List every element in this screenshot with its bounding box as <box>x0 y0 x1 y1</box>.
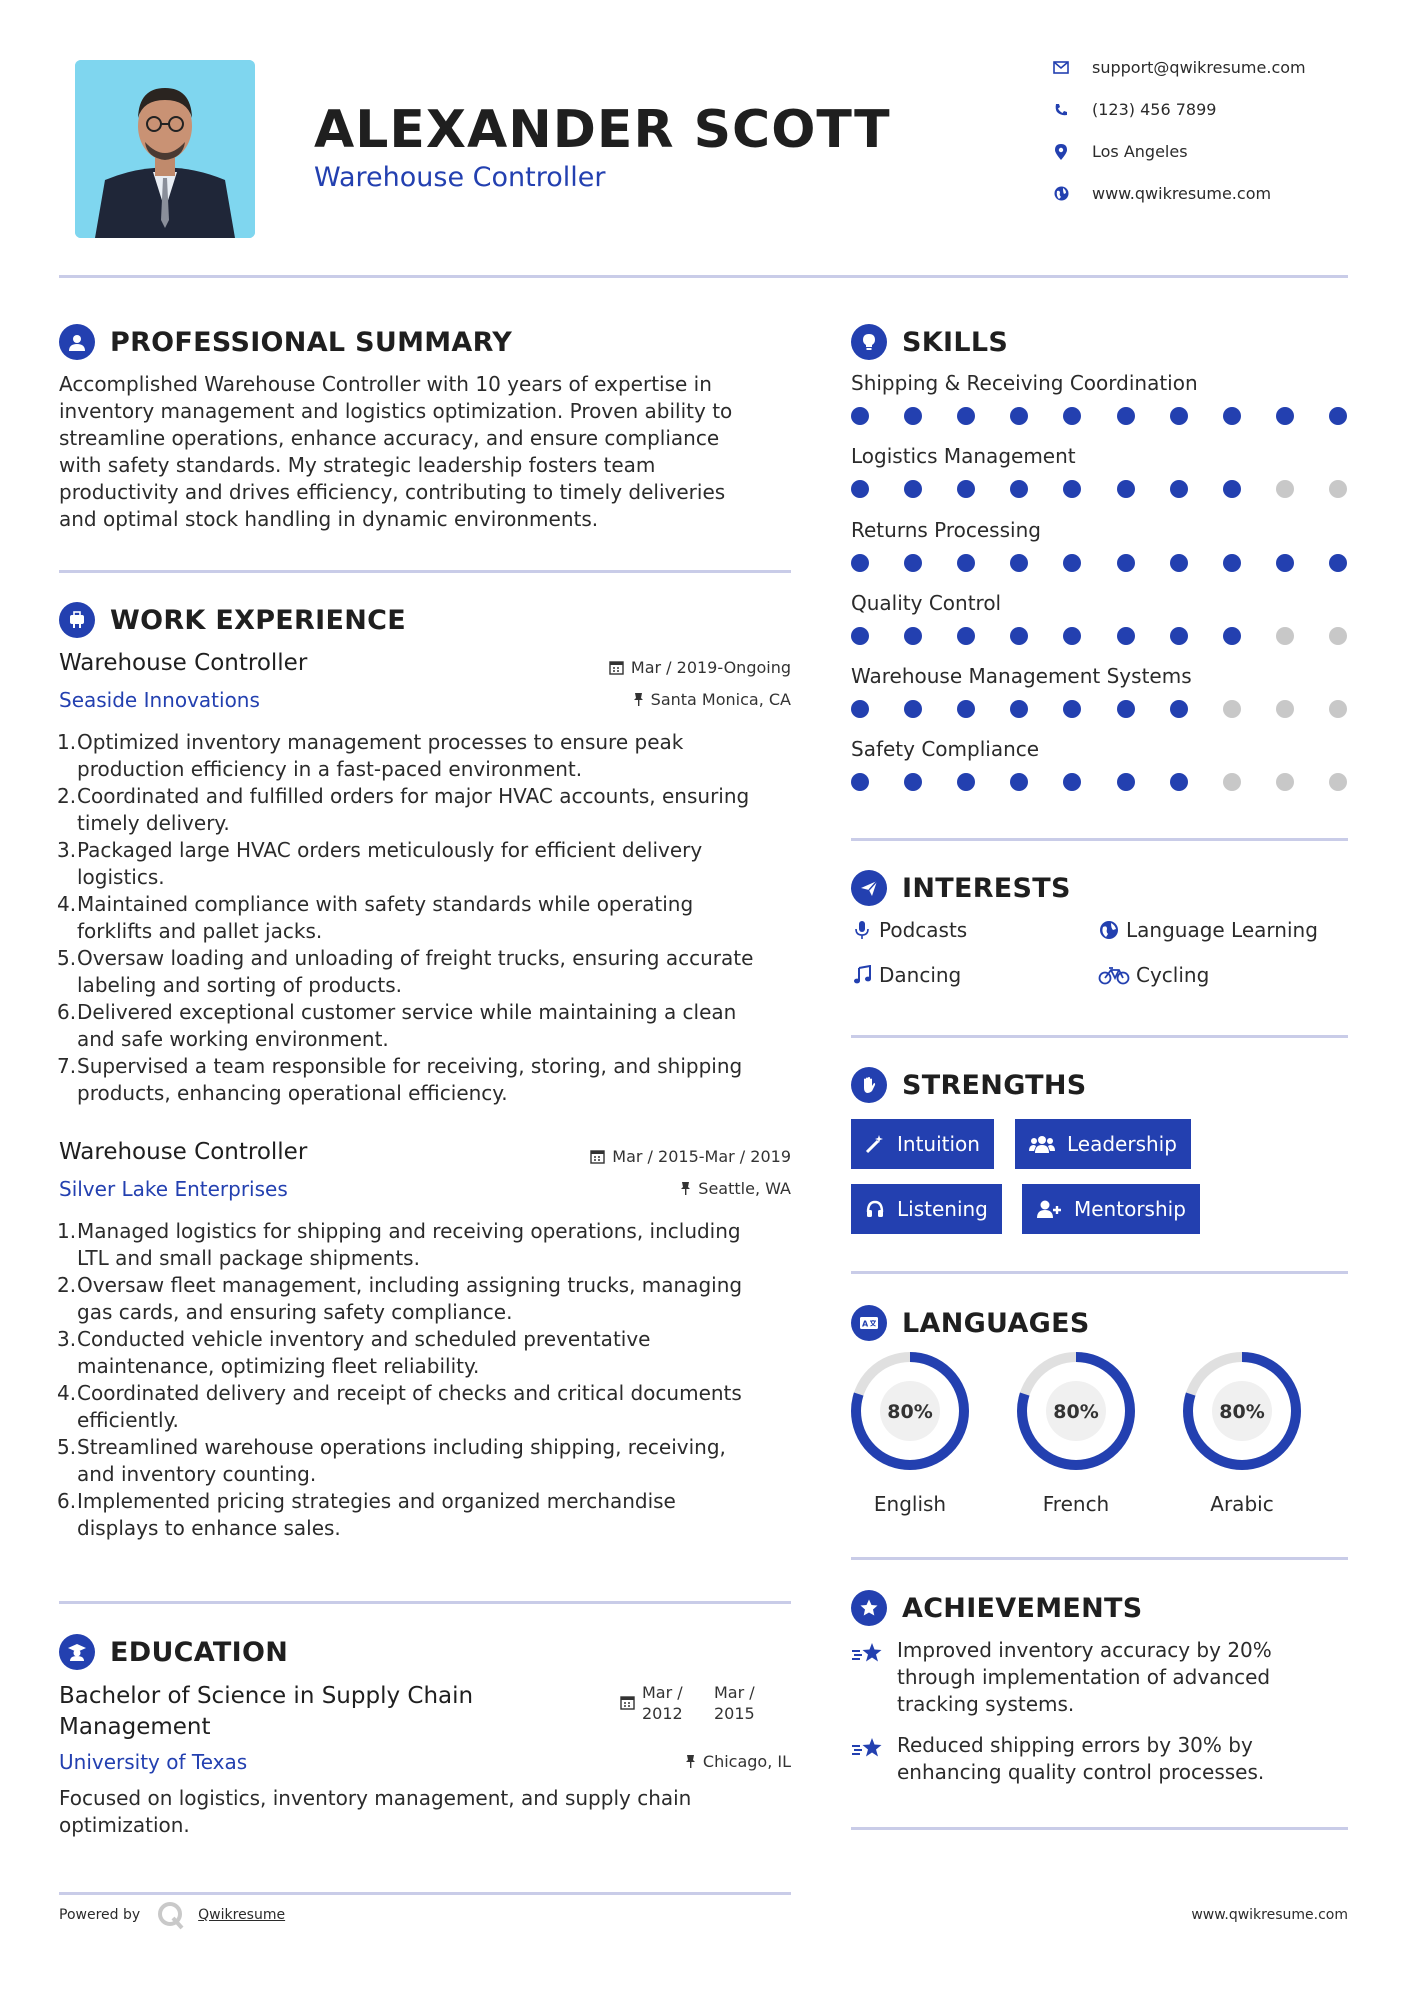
profile-photo <box>75 60 255 238</box>
rating-dot-filled <box>851 480 869 498</box>
skills-title: SKILLS <box>902 326 1009 358</box>
school-name: University of Texas <box>59 1750 248 1774</box>
achievements-heading <box>851 1590 1143 1626</box>
contact-phone[interactable] <box>1052 100 1352 119</box>
rating-dot-filled <box>1276 407 1294 425</box>
language-percent: 80% <box>887 1401 933 1423</box>
paper-plane-icon <box>851 870 887 906</box>
achievement-text: Improved inventory accuracy by 20% through implementation of advanced tracking systems. <box>897 1638 1272 1716</box>
languages-divider <box>851 1557 1348 1560</box>
contact-location <box>1052 142 1352 161</box>
skill-item <box>851 664 1351 737</box>
rating-dot-filled <box>1117 773 1135 791</box>
skill-rating <box>851 554 1347 572</box>
footer-website[interactable]: www.qwikresume.com <box>1191 1907 1348 1923</box>
rating-dot-filled <box>1010 554 1028 572</box>
achievement-item <box>851 1732 1351 1786</box>
bicycle-icon <box>1098 965 1130 985</box>
rating-dot-filled <box>1170 627 1188 645</box>
interests-heading <box>851 870 1071 906</box>
rating-dot-filled <box>1170 700 1188 718</box>
list-item: 6. Implemented pricing strategies and organized merchandise displays to enhance sales. <box>57 1489 676 1540</box>
skill-name: Safety Compliance <box>851 737 1040 762</box>
skills-list <box>851 371 1351 811</box>
languages-list <box>849 1350 1303 1516</box>
job-date <box>500 658 791 677</box>
pushpin-icon <box>633 692 644 707</box>
experience-divider <box>59 1601 791 1604</box>
rating-dot-empty <box>1329 627 1347 645</box>
strengths-divider <box>851 1271 1348 1274</box>
achievements-divider <box>851 1827 1348 1830</box>
job-date-text: Mar / 2019-Ongoing <box>630 658 791 677</box>
rating-dot-filled <box>1063 554 1081 572</box>
rating-dot-empty <box>1276 627 1294 645</box>
job-location <box>500 690 791 709</box>
rating-dot-filled <box>957 407 975 425</box>
contact-phone-text: (123) 456 7899 <box>1092 100 1217 119</box>
contact-website[interactable] <box>1052 184 1352 203</box>
skill-item <box>851 737 1351 810</box>
strength-label: Intuition <box>897 1132 980 1156</box>
language-name: French <box>1042 1492 1110 1516</box>
list-item: 5. Streamlined warehouse operations including shipping, receiving, and inventory counting. <box>57 1435 726 1486</box>
summary-line: inventory management and logistics optimization. Proven ability to <box>59 399 733 423</box>
job-location <box>500 1179 791 1198</box>
skills-heading <box>851 324 1008 360</box>
skill-item <box>851 371 1351 444</box>
education-description: Focused on logistics, inventory management, and supply chain optimization. <box>59 1786 692 1837</box>
rating-dot-filled <box>957 554 975 572</box>
header-divider <box>59 275 1348 278</box>
rating-dot-filled <box>851 773 869 791</box>
graduate-icon <box>59 1634 95 1670</box>
list-item: 1. Optimized inventory management processes to ensure peak production efficiency in a fast-paced environment. <box>57 730 684 781</box>
strength-label: Mentorship <box>1074 1197 1186 1221</box>
rating-dot-filled <box>904 407 922 425</box>
rating-dot-filled <box>1010 627 1028 645</box>
interests-title: INTERESTS <box>902 872 1071 904</box>
language-percent: 80% <box>1219 1401 1265 1423</box>
job-duties <box>57 1218 797 1542</box>
skill-name: Returns Processing <box>851 517 1041 542</box>
job-location-text: Seattle, WA <box>698 1179 791 1198</box>
list-item: 5. Oversaw loading and unloading of freight trucks, ensuring accurate labeling and sorting of products. <box>57 946 754 997</box>
contact-email-text: support@qwikresume.com <box>1092 58 1306 77</box>
rating-dot-filled <box>957 773 975 791</box>
rating-dot-filled <box>1063 773 1081 791</box>
rating-dot-filled <box>1223 554 1241 572</box>
contact-website-text: www.qwikresume.com <box>1092 184 1272 203</box>
skill-name: Quality Control <box>851 590 1002 615</box>
skill-name: Shipping & Receiving Coordination <box>851 371 1198 395</box>
rating-dot-filled <box>1276 554 1294 572</box>
languages-heading <box>851 1305 1090 1341</box>
rating-dot-filled <box>1117 554 1135 572</box>
rating-dot-filled <box>1170 773 1188 791</box>
language-gauge <box>849 1350 971 1472</box>
rating-dot-filled <box>1010 700 1028 718</box>
globe-icon <box>1052 185 1070 203</box>
list-item: 2. Oversaw fleet management, including assigning trucks, managing gas cards, and ensuring safety compliance. <box>57 1273 743 1324</box>
skill-item <box>851 518 1351 591</box>
rating-dot-filled <box>1329 407 1347 425</box>
experience-heading <box>59 602 406 638</box>
summary-divider <box>59 570 791 573</box>
pushpin-icon <box>680 1181 691 1196</box>
strengths-heading <box>851 1067 1087 1103</box>
skill-name: Warehouse Management Systems <box>851 664 1192 689</box>
rating-dot-filled <box>1010 480 1028 498</box>
list-item: 4. Maintained compliance with safety standards while operating forklifts and pallet jacks. <box>57 892 694 943</box>
qwikresume-link[interactable]: Qwikresume <box>198 1907 286 1923</box>
degree-title: Bachelor of Science in Supply Chain Management <box>59 1683 474 1740</box>
rating-dot-filled <box>851 700 869 718</box>
interests-divider <box>851 1035 1348 1038</box>
contact-email[interactable] <box>1052 58 1352 77</box>
rating-dot-filled <box>957 700 975 718</box>
rating-dot-empty <box>1329 773 1347 791</box>
candidate-name: ALEXANDER SCOTT <box>314 100 891 160</box>
strengths-title: STRENGTHS <box>902 1069 1087 1101</box>
language-card-icon <box>851 1305 887 1341</box>
language-gauge <box>1015 1350 1137 1472</box>
rating-dot-filled <box>1170 554 1188 572</box>
summary-heading <box>59 324 512 360</box>
language-percent: 80% <box>1053 1401 1099 1423</box>
summary-line: with safety standards. My strategic leadership fosters team <box>59 453 656 477</box>
job-duties <box>57 729 797 1107</box>
interest-label: Dancing <box>879 963 962 987</box>
language-item <box>849 1350 971 1516</box>
skills-divider <box>851 838 1348 841</box>
achievement-item <box>851 1637 1351 1718</box>
list-item: 1. Managed logistics for shipping and receiving operations, including LTL and small package shipments. <box>57 1219 741 1270</box>
rating-dot-empty <box>1276 480 1294 498</box>
job-location-text: Santa Monica, CA <box>650 690 791 709</box>
user-plus-icon <box>1036 1199 1062 1219</box>
education-heading <box>59 1634 288 1670</box>
skill-rating <box>851 700 1347 718</box>
rating-dot-filled <box>904 480 922 498</box>
job-company: Silver Lake Enterprises <box>59 1177 288 1201</box>
rating-dot-filled <box>1223 480 1241 498</box>
achievement-text: Reduced shipping errors by 30% by enhancing quality control processes. <box>897 1733 1265 1784</box>
languages-title: LANGUAGES <box>902 1307 1090 1339</box>
music-note-icon <box>851 965 873 985</box>
candidate-role: Warehouse Controller <box>314 162 606 193</box>
skill-rating <box>851 773 1347 791</box>
job-title: Warehouse Controller <box>59 650 308 676</box>
star-badge-icon <box>851 1590 887 1626</box>
interest-label: Language Learning <box>1126 918 1318 942</box>
strength-chip <box>851 1184 1002 1234</box>
job-date-text: Mar / 2015-Mar / 2019 <box>612 1147 791 1166</box>
language-item <box>1015 1350 1137 1516</box>
strength-label: Listening <box>897 1197 988 1221</box>
rating-dot-filled <box>1117 627 1135 645</box>
rating-dot-filled <box>851 627 869 645</box>
strength-chip <box>1015 1119 1191 1169</box>
rating-dot-filled <box>1063 480 1081 498</box>
language-name: English <box>873 1492 947 1516</box>
rating-dot-filled <box>1063 627 1081 645</box>
rating-dot-empty <box>1329 700 1347 718</box>
language-name: Arabic <box>1210 1492 1274 1516</box>
rating-dot-filled <box>1223 407 1241 425</box>
rating-dot-filled <box>851 554 869 572</box>
rating-dot-filled <box>904 627 922 645</box>
summary-line: and optimal stock handling in dynamic environments. <box>59 507 599 531</box>
rating-dot-filled <box>1170 480 1188 498</box>
powered-by-label: Powered by <box>59 1907 141 1923</box>
powered-by <box>59 1900 285 1930</box>
summary-text <box>59 371 799 533</box>
rating-dot-filled <box>1223 627 1241 645</box>
skill-rating <box>851 627 1347 645</box>
achievements-title: ACHIEVEMENTS <box>902 1592 1143 1624</box>
globe-icon <box>1098 920 1120 940</box>
list-item: 3. Packaged large HVAC orders meticulously for efficient delivery logistics. <box>57 838 703 889</box>
experience-title: WORK EXPERIENCE <box>110 604 406 636</box>
summary-title: PROFESSIONAL SUMMARY <box>110 326 513 358</box>
skill-name: Logistics Management <box>851 444 1076 469</box>
microphone-icon <box>851 920 873 940</box>
qwikresume-logo-icon <box>156 1900 186 1930</box>
job-company: Seaside Innovations <box>59 688 260 712</box>
rating-dot-empty <box>1329 480 1347 498</box>
rating-dot-filled <box>904 773 922 791</box>
magic-wand-icon <box>865 1134 885 1154</box>
skill-item <box>851 444 1351 517</box>
shooting-star-icon <box>851 1637 885 1718</box>
user-icon <box>59 324 95 360</box>
raised-hand-icon <box>851 1067 887 1103</box>
pushpin-icon <box>685 1754 696 1769</box>
language-item <box>1181 1350 1303 1516</box>
education-location: Chicago, IL <box>600 1752 791 1771</box>
skill-rating <box>851 480 1347 498</box>
list-item: 2. Coordinated and fulfilled orders for major HVAC accounts, ensuring timely delivery. <box>57 784 750 835</box>
rating-dot-empty <box>1223 700 1241 718</box>
rating-dot-filled <box>904 554 922 572</box>
strength-chip <box>851 1119 994 1169</box>
education-date: Mar / 2012 Mar / 2015 <box>620 1682 762 1724</box>
rating-dot-filled <box>1117 480 1135 498</box>
rating-dot-empty <box>1223 773 1241 791</box>
interest-dancing <box>851 963 961 987</box>
list-item: 7. Supervised a team responsible for receiving, storing, and shipping products, enhancing operational efficiency. <box>57 1054 743 1105</box>
list-item: 3. Conducted vehicle inventory and scheduled preventative maintenance, optimizing fleet reliability. <box>57 1327 651 1378</box>
rating-dot-filled <box>851 407 869 425</box>
rating-dot-filled <box>904 700 922 718</box>
rating-dot-filled <box>1010 773 1028 791</box>
job-title: Warehouse Controller <box>59 1139 308 1165</box>
rating-dot-filled <box>1117 700 1135 718</box>
contact-location-text: Los Angeles <box>1092 142 1188 161</box>
headphones-icon <box>865 1199 885 1219</box>
briefcase-icon <box>59 602 95 638</box>
interest-label: Podcasts <box>879 918 968 942</box>
calendar-icon <box>609 660 624 675</box>
rating-dot-filled <box>1063 700 1081 718</box>
summary-line: Accomplished Warehouse Controller with 10 years of expertise in <box>59 372 712 396</box>
rating-dot-filled <box>1063 407 1081 425</box>
strength-chip <box>1022 1184 1200 1234</box>
interest-label: Cycling <box>1136 963 1210 987</box>
interest-podcasts <box>851 918 967 942</box>
map-pin-icon <box>1052 143 1070 161</box>
interest-language-learning <box>1098 918 1318 942</box>
rating-dot-filled <box>957 627 975 645</box>
list-item: 4. Coordinated delivery and receipt of checks and critical documents efficiently. <box>57 1381 742 1432</box>
calendar-icon <box>590 1149 605 1164</box>
strength-label: Leadership <box>1067 1132 1177 1156</box>
footer-divider <box>59 1892 791 1895</box>
rating-dot-filled <box>1117 407 1135 425</box>
list-item: 6. Delivered exceptional customer service while maintaining a clean and safe working environment. <box>57 1000 737 1051</box>
phone-icon <box>1052 101 1070 119</box>
users-icon <box>1029 1134 1055 1154</box>
education-title: EDUCATION <box>110 1636 289 1668</box>
rating-dot-filled <box>1010 407 1028 425</box>
job-date <box>500 1147 791 1166</box>
rating-dot-empty <box>1276 773 1294 791</box>
lightbulb-icon <box>851 324 887 360</box>
language-gauge <box>1181 1350 1303 1472</box>
skill-item <box>851 591 1351 664</box>
rating-dot-filled <box>1170 407 1188 425</box>
interest-cycling <box>1098 963 1209 987</box>
summary-line: streamline operations, enhance accuracy, and ensure compliance <box>59 426 720 450</box>
skill-rating <box>851 407 1347 425</box>
shooting-star-icon <box>851 1732 885 1786</box>
rating-dot-filled <box>1329 554 1347 572</box>
svg-text:A: A <box>862 1319 869 1329</box>
calendar-icon <box>620 1682 635 1724</box>
rating-dot-empty <box>1276 700 1294 718</box>
rating-dot-filled <box>957 480 975 498</box>
envelope-icon <box>1052 59 1070 77</box>
summary-line: productivity and drives efficiency, contributing to timely deliveries <box>59 480 726 504</box>
